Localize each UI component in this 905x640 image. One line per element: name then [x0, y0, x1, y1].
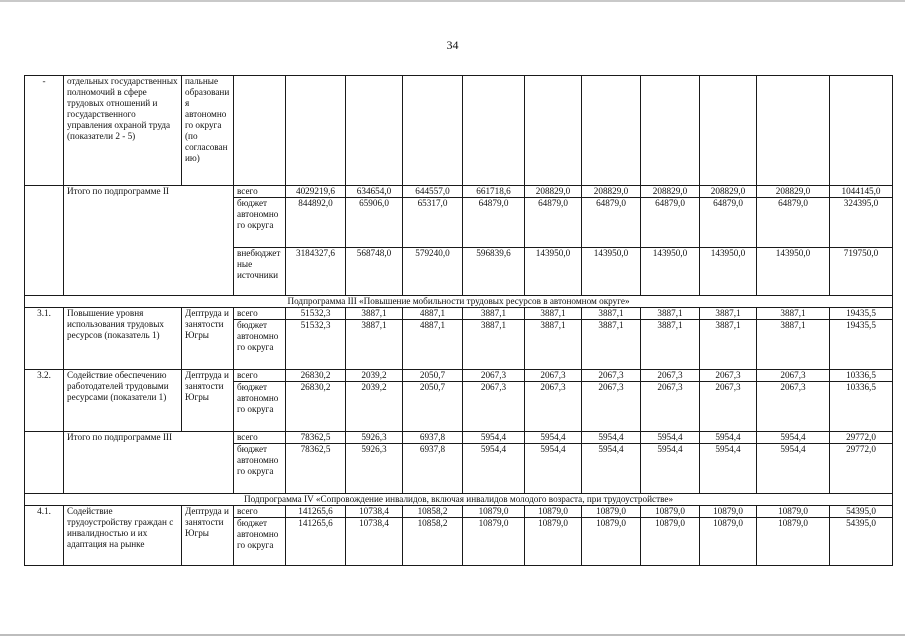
value-cell: 4029219,6: [286, 186, 346, 198]
value-cell: 5954,4: [757, 444, 830, 494]
value-cell: 2067,3: [525, 382, 582, 432]
measure-name: Содействие обеспечению работодателей трудовыми ресурсами (показатели 1): [64, 370, 182, 432]
value-cell: 51532,3: [286, 320, 346, 370]
subtotal-label: Итого по подпрограмме III: [64, 432, 234, 494]
value-cell: 2067,3: [582, 370, 641, 382]
value-cell: 5954,4: [525, 432, 582, 444]
page-number: 34: [446, 38, 459, 52]
source-label: бюджет автономного округа: [234, 320, 286, 370]
value-cell: 26830,2: [286, 370, 346, 382]
value-cell: 143950,0: [700, 248, 757, 296]
table-row: [25, 308, 893, 320]
value-cell: 10879,0: [700, 518, 757, 566]
value-cell: 10858,2: [403, 506, 463, 518]
value-cell: 64879,0: [700, 198, 757, 248]
value-cell: 5926,3: [346, 444, 403, 494]
value-cell: 5926,3: [346, 432, 403, 444]
value-cell: 2067,3: [641, 382, 700, 432]
subtotal-label: Итого по подпрограмме II: [64, 186, 234, 296]
value-cell: 65317,0: [403, 198, 463, 248]
executor: Дептруда и занятости Югры: [182, 308, 234, 370]
value-cell: 3887,1: [463, 308, 525, 320]
value-cell: 2067,3: [525, 370, 582, 382]
value-cell: 10738,4: [346, 518, 403, 566]
subprogram-title: Подпрограмма III «Повышение мобильности трудовых ресурсов в автономном округе»: [25, 296, 893, 308]
value-cell: 5954,4: [582, 444, 641, 494]
value-cell: 5954,4: [641, 432, 700, 444]
value-cell: 143950,0: [641, 248, 700, 296]
value-cell: 3887,1: [641, 308, 700, 320]
row-number: 3.1.: [25, 308, 64, 370]
value-cell: 4887,1: [403, 308, 463, 320]
executor: Дептруда и занятости Югры: [182, 370, 234, 432]
value-cell: 54395,0: [830, 518, 893, 566]
value-cell: 208829,0: [757, 186, 830, 198]
source-label: всего: [234, 370, 286, 382]
value-cell: 2067,3: [757, 370, 830, 382]
value-cell: 19435,5: [830, 308, 893, 320]
value-cell: 2067,3: [641, 370, 700, 382]
value-cell: 3887,1: [582, 320, 641, 370]
value-cell: 3887,1: [346, 308, 403, 320]
value-cell: 10879,0: [582, 518, 641, 566]
value-cell: 579240,0: [403, 248, 463, 296]
value-cell: 5954,4: [525, 444, 582, 494]
scan-bottom-edge: [0, 634, 905, 636]
value-cell: 2067,3: [757, 382, 830, 432]
value-cell: 324395,0: [830, 198, 893, 248]
source-label: всего: [234, 506, 286, 518]
row-number: 4.1.: [25, 506, 64, 566]
value-cell: 3887,1: [700, 308, 757, 320]
value-cell: 844892,0: [286, 198, 346, 248]
value-cell: 644557,0: [403, 186, 463, 198]
value-cell: 3887,1: [525, 308, 582, 320]
value-cell: 26830,2: [286, 382, 346, 432]
value-cell: 1044145,0: [830, 186, 893, 198]
value-cell: 5954,4: [582, 432, 641, 444]
value-cell: 65906,0: [346, 198, 403, 248]
value-cell: 3184327,6: [286, 248, 346, 296]
value-cell: 78362,5: [286, 432, 346, 444]
value-cell: 2039,2: [346, 382, 403, 432]
value-cell: 4887,1: [403, 320, 463, 370]
value-cell: 10879,0: [463, 506, 525, 518]
value-cell: 5954,4: [463, 432, 525, 444]
value-cell: 2067,3: [463, 370, 525, 382]
value-cell: 54395,0: [830, 506, 893, 518]
value-cell: 141265,6: [286, 518, 346, 566]
source-label: всего: [234, 432, 286, 444]
value-cell: 10336,5: [830, 370, 893, 382]
value-cell: 64879,0: [582, 198, 641, 248]
value-cell: 2050,7: [403, 370, 463, 382]
source-label: бюджет автономного округа: [234, 198, 286, 248]
value-cell: 10879,0: [757, 506, 830, 518]
value-cell: 5954,4: [757, 432, 830, 444]
value-cell: 10879,0: [700, 506, 757, 518]
executor: пальные образования автономного округа (по согласованию): [182, 76, 234, 186]
value-cell: 143950,0: [757, 248, 830, 296]
budget-table: [24, 75, 893, 566]
value-cell: 78362,5: [286, 444, 346, 494]
value-cell: 10858,2: [403, 518, 463, 566]
value-cell: 208829,0: [641, 186, 700, 198]
value-cell: 6937,8: [403, 444, 463, 494]
source-label: всего: [234, 308, 286, 320]
value-cell: 2067,3: [700, 370, 757, 382]
subprogram-title: Подпрограмма IV «Сопровождение инвалидов, включая инвалидов молодого возраста, при трудоустройстве»: [25, 494, 893, 506]
value-cell: 10879,0: [641, 518, 700, 566]
value-cell: 6937,8: [403, 432, 463, 444]
value-cell: 3887,1: [757, 320, 830, 370]
value-cell: 596839,6: [463, 248, 525, 296]
value-cell: 10738,4: [346, 506, 403, 518]
value-cell: 143950,0: [525, 248, 582, 296]
value-cell: 19435,5: [830, 320, 893, 370]
value-cell: 29772,0: [830, 432, 893, 444]
row-number: 3.2.: [25, 370, 64, 432]
value-cell: 64879,0: [525, 198, 582, 248]
value-cell: 3887,1: [582, 308, 641, 320]
value-cell: 3887,1: [641, 320, 700, 370]
table-row: [25, 186, 893, 198]
value-cell: 10879,0: [641, 506, 700, 518]
value-cell: 29772,0: [830, 444, 893, 494]
value-cell: 64879,0: [463, 198, 525, 248]
value-cell: 3887,1: [525, 320, 582, 370]
value-cell: 3887,1: [346, 320, 403, 370]
table-row: [25, 432, 893, 444]
value-cell: 208829,0: [700, 186, 757, 198]
value-cell: 3887,1: [463, 320, 525, 370]
value-cell: 141265,6: [286, 506, 346, 518]
value-cell: 10879,0: [525, 506, 582, 518]
source-label: бюджет автономного округа: [234, 444, 286, 494]
value-cell: 5954,4: [463, 444, 525, 494]
value-cell: 64879,0: [641, 198, 700, 248]
value-cell: 10879,0: [463, 518, 525, 566]
source-label: всего: [234, 186, 286, 198]
value-cell: 634654,0: [346, 186, 403, 198]
value-cell: 10879,0: [582, 506, 641, 518]
value-cell: 568748,0: [346, 248, 403, 296]
table-row: [25, 370, 893, 382]
source-label: внебюджетные источники: [234, 248, 286, 296]
measure-name: Повышение уровня использования трудовых ресурсов (показатель 1): [64, 308, 182, 370]
value-cell: 2039,2: [346, 370, 403, 382]
value-cell: 661718,6: [463, 186, 525, 198]
value-cell: 2067,3: [582, 382, 641, 432]
value-cell: 2050,7: [403, 382, 463, 432]
value-cell: 208829,0: [582, 186, 641, 198]
value-cell: 10336,5: [830, 382, 893, 432]
executor: Дептруда и занятости Югры: [182, 506, 234, 566]
source-label: бюджет автономного округа: [234, 518, 286, 566]
value-cell: 5954,4: [700, 444, 757, 494]
table-row: [25, 296, 893, 308]
value-cell: 2067,3: [463, 382, 525, 432]
value-cell: 5954,4: [700, 432, 757, 444]
value-cell: 10879,0: [757, 518, 830, 566]
value-cell: 3887,1: [700, 320, 757, 370]
value-cell: 2067,3: [700, 382, 757, 432]
value-cell: 64879,0: [757, 198, 830, 248]
row-number: -: [25, 76, 64, 186]
measure-name: Содействие трудоустройству граждан с инвалидностью и их адаптация на рынке: [64, 506, 182, 566]
value-cell: 10879,0: [525, 518, 582, 566]
value-cell: 208829,0: [525, 186, 582, 198]
table-row: [25, 76, 893, 186]
value-cell: 5954,4: [641, 444, 700, 494]
value-cell: 51532,3: [286, 308, 346, 320]
value-cell: 719750,0: [830, 248, 893, 296]
measure-name: отдельных государственных полномочий в сфере трудовых отношений и государственного управления охраной труда (показатели 2 - 5): [64, 76, 182, 186]
scan-top-edge: [0, 0, 905, 2]
source-label: бюджет автономного округа: [234, 382, 286, 432]
table-row: [25, 506, 893, 518]
value-cell: 143950,0: [582, 248, 641, 296]
table-row: [25, 494, 893, 506]
value-cell: 3887,1: [757, 308, 830, 320]
